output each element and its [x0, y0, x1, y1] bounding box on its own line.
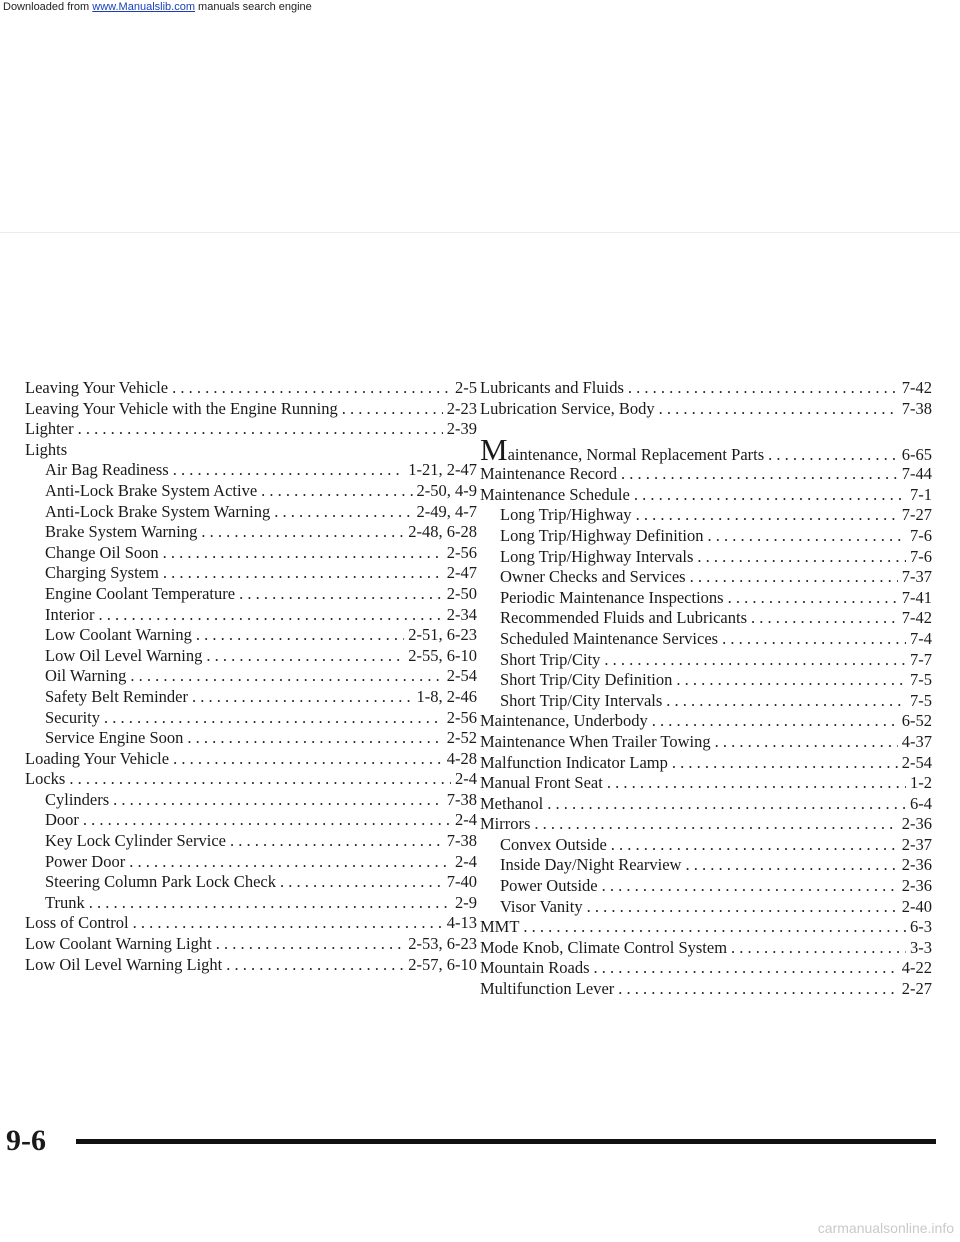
banner-suffix: manuals search engine [194, 1, 312, 13]
dot-leader [722, 629, 906, 650]
index-entry-page: 7-42 [901, 378, 932, 397]
index-entry [25, 934, 477, 955]
dot-leader [69, 769, 451, 790]
index-subentry [480, 588, 932, 609]
section-dropcap: M [480, 440, 508, 465]
index-entry-page: 2-36 [901, 855, 932, 875]
index-entry-page: 2-55, 6-10 [408, 645, 477, 665]
index-entry-label: Inside Day/Night Rearview [500, 855, 682, 875]
index-entry-page: 2-40 [901, 896, 932, 916]
index-entry [25, 749, 477, 770]
index-heading: Lights [25, 439, 68, 459]
index-entry [480, 938, 932, 959]
index-entry-label: Malfunction Indicator Lamp [480, 752, 668, 772]
dot-leader [280, 872, 443, 893]
index-entry-page: 7-1 [910, 484, 932, 504]
index-entry-label: Change Oil Soon [45, 542, 159, 562]
index-subentry [25, 852, 477, 873]
index-subentry [25, 708, 477, 729]
index-entry [480, 814, 932, 835]
index-entry [480, 440, 932, 464]
dot-leader [261, 481, 412, 502]
index-entry-label: Interior [45, 604, 95, 624]
section-gap [480, 419, 932, 440]
index-entry-page: 7-6 [910, 525, 932, 545]
index-subentry [25, 563, 477, 584]
index-entry-page: 7-7 [910, 649, 932, 669]
index-entry [25, 399, 477, 420]
dot-leader [201, 522, 404, 543]
index-subentry [25, 460, 477, 481]
index-entry-page: 2-56 [446, 542, 477, 562]
dot-leader [602, 876, 898, 897]
index-subentry [25, 872, 477, 893]
index-entry-label: Leaving Your Vehicle [25, 378, 169, 397]
dot-leader [618, 979, 897, 1000]
index-entry-page: 2-49, 4-7 [416, 501, 477, 521]
dot-leader [728, 588, 898, 609]
index-entry [480, 917, 932, 938]
index-entry-page: 7-41 [901, 587, 932, 607]
index-entry-label: Low Coolant Warning Light [25, 934, 212, 954]
index-subentry [480, 526, 932, 547]
index-entry-label: Power Outside [500, 876, 598, 896]
index-entry-label: Cylinders [45, 789, 110, 809]
index-subentry [480, 876, 932, 897]
index-entry-label: Mode Knob, Climate Control System [480, 937, 728, 957]
dot-leader [768, 443, 898, 464]
index-entry-page: 2-5 [455, 378, 477, 397]
index-entry-label: Low Oil Level Warning [45, 645, 203, 665]
dot-leader [216, 934, 405, 955]
dot-leader [594, 958, 898, 979]
dot-leader [98, 605, 442, 626]
index-entry-label: Brake System Warning [45, 522, 198, 542]
index-entry-page: 2-4 [455, 769, 477, 789]
index-entry [480, 753, 932, 774]
index-entry-label: Manual Front Seat [480, 773, 603, 793]
dot-leader [708, 526, 906, 547]
dot-leader [690, 567, 898, 588]
index-entry-label: Door [45, 810, 79, 830]
index-subentry [480, 855, 932, 876]
scan-artifact [0, 232, 960, 233]
index-entry [25, 769, 477, 790]
footer-rule [76, 1139, 936, 1144]
dot-leader [676, 670, 906, 691]
index-entry [25, 378, 477, 399]
index-entry-page: 3-3 [910, 937, 932, 957]
index-entry-page: 2-52 [446, 728, 477, 748]
dot-leader [611, 835, 898, 856]
index-entry-label: MMT [480, 917, 520, 937]
index-entry [480, 794, 932, 815]
index-entry-page: 4-37 [901, 731, 932, 751]
index-entry-page: 6-65 [901, 445, 932, 465]
index-entry-page: 2-39 [446, 419, 477, 439]
index-column-right [480, 378, 932, 1000]
index-entry-label: Power Door [45, 851, 126, 871]
index-entry-page: 2-36 [901, 876, 932, 896]
index-entry [25, 419, 477, 440]
dot-leader [173, 749, 443, 770]
dot-leader [587, 897, 898, 918]
index-entry-label: Short Trip/City Definition [500, 670, 673, 690]
index-entry-page: 2-54 [446, 666, 477, 686]
index-entry [480, 399, 932, 420]
dot-leader [634, 485, 906, 506]
index-subentry [25, 584, 477, 605]
dot-leader [130, 666, 442, 687]
banner-prefix: Downloaded from [3, 1, 93, 13]
index-entry [480, 732, 932, 753]
index-entry [480, 378, 932, 399]
index-entry-page: 2-51, 6-23 [408, 625, 477, 645]
index-entry-page: 6-3 [910, 917, 932, 937]
index-entry-page: 7-42 [901, 608, 932, 628]
index-subentry [25, 605, 477, 626]
index-subentry [480, 835, 932, 856]
index-entry-label: Maintenance, Normal Replacement Parts [480, 440, 764, 464]
index-subentry [480, 650, 932, 671]
index-entry-label: Long Trip/Highway [500, 505, 632, 525]
index-entry-label: Lighter [25, 419, 74, 439]
index-entry-label: Air Bag Readiness [45, 460, 169, 480]
index-entry-label: Convex Outside [500, 834, 607, 854]
index-entry-label: Engine Coolant Temperature [45, 583, 236, 603]
index-entry-page: 4-22 [901, 958, 932, 978]
dot-leader [196, 625, 404, 646]
dot-leader [621, 464, 898, 485]
index-entry-label: Maintenance, Underbody [480, 711, 648, 731]
page-number: 9-6 [6, 1124, 46, 1157]
index-entry-page: 1-8, 2-46 [416, 686, 477, 706]
index-entry-label: Loading Your Vehicle [25, 748, 170, 768]
dot-leader [751, 608, 898, 629]
download-banner [0, 0, 960, 20]
index-entry-page: 2-56 [446, 707, 477, 727]
index-subentry [480, 629, 932, 650]
index-entry [25, 913, 477, 934]
index-entry-label: Anti-Lock Brake System Warning [45, 501, 271, 521]
dot-leader [672, 753, 898, 774]
index-entry-page: 7-38 [446, 831, 477, 851]
index-entry [480, 711, 932, 732]
index-entry [480, 464, 932, 485]
dot-leader [715, 732, 898, 753]
index-entry-label: Owner Checks and Services [500, 567, 686, 587]
dot-leader [206, 646, 404, 667]
index-entry-page: 6-52 [901, 711, 932, 731]
index-entry-page: 7-44 [901, 464, 932, 484]
index-entry [480, 485, 932, 506]
index-entry-label: Multifunction Lever [480, 979, 615, 999]
index-subentry [480, 897, 932, 918]
index-entry-page: 2-23 [446, 398, 477, 418]
dot-leader [173, 460, 405, 481]
index-entry-page: 2-9 [455, 892, 477, 912]
index-entry-page: 7-5 [910, 670, 932, 690]
index-entry-page: 2-50 [446, 583, 477, 603]
index-entry-label: Short Trip/City Intervals [500, 690, 663, 710]
index-entry-label: Maintenance Record [480, 464, 617, 484]
index-entry-label: Low Coolant Warning [45, 625, 192, 645]
dot-leader [163, 563, 443, 584]
index-subentry [25, 625, 477, 646]
dot-leader [78, 419, 443, 440]
index-entry-label: Maintenance When Trailer Towing [480, 731, 711, 751]
index-entry-label: Locks [25, 769, 66, 789]
index-entry-page: 7-5 [910, 690, 932, 710]
index-entry-page: 2-36 [901, 814, 932, 834]
dot-leader [89, 893, 451, 914]
index-entry-page: 1-2 [910, 773, 932, 793]
dot-leader [274, 502, 412, 523]
index-subentry [480, 670, 932, 691]
index-entry-label: Safety Belt Reminder [45, 686, 188, 706]
dot-leader [239, 584, 443, 605]
dot-leader [697, 547, 906, 568]
index-subentry [25, 522, 477, 543]
dot-leader [628, 378, 898, 399]
dot-leader [652, 711, 898, 732]
dot-leader [342, 399, 443, 420]
index-entry-label: Key Lock Cylinder Service [45, 831, 226, 851]
index-entry-label: Low Oil Level Warning Light [25, 954, 223, 974]
index-subentry [25, 810, 477, 831]
dot-leader [666, 691, 906, 712]
index-entry-page: 2-4 [455, 810, 477, 830]
index-entry-page: 7-4 [910, 628, 932, 648]
index-entry-page: 7-38 [446, 789, 477, 809]
dot-leader [523, 917, 906, 938]
dot-leader [685, 855, 897, 876]
index-entry-label: Maintenance Schedule [480, 484, 630, 504]
index-entry-page: 2-27 [901, 979, 932, 999]
dot-leader [607, 773, 906, 794]
index-entry-label: Security [45, 707, 100, 727]
index-entry-page: 6-4 [910, 793, 932, 813]
index-entry-label: Long Trip/Highway Intervals [500, 546, 694, 566]
dot-leader [731, 938, 906, 959]
index-subentry [25, 893, 477, 914]
dot-leader [133, 913, 443, 934]
dot-leader [187, 728, 442, 749]
dot-leader [534, 814, 897, 835]
index-entry-label: Scheduled Maintenance Services [500, 628, 719, 648]
index-entry-page: 7-6 [910, 546, 932, 566]
index-subentry [25, 687, 477, 708]
index-entry [480, 979, 932, 1000]
index-entry-page: 7-40 [446, 872, 477, 892]
index-entry-label: Periodic Maintenance Inspections [500, 587, 724, 607]
index-entry-page: 7-27 [901, 505, 932, 525]
index-entry-page: 4-28 [446, 748, 477, 768]
index-entry-page: 2-57, 6-10 [408, 954, 477, 974]
dot-leader [192, 687, 413, 708]
index-entry-page: 2-34 [446, 604, 477, 624]
index-entry [25, 955, 477, 976]
manualslib-link[interactable]: www.Manualslib.com [92, 1, 195, 13]
index-subentry [25, 502, 477, 523]
index-entry-page: 4-13 [446, 913, 477, 933]
index-entry-label: Leaving Your Vehicle with the Engine Running [25, 398, 338, 418]
index-entry-label: Mirrors [480, 814, 531, 834]
index-entry-page: 7-38 [901, 398, 932, 418]
watermark: carmanualsonline.info [817, 1220, 954, 1236]
index-entry-label: Methanol [480, 793, 544, 813]
index-subentry [25, 831, 477, 852]
index-entry-label: Mountain Roads [480, 958, 590, 978]
index-subentry [25, 790, 477, 811]
index-entry-label: Long Trip/Highway Definition [500, 525, 704, 545]
index-subentry [25, 666, 477, 687]
index-entry-page: 7-37 [901, 567, 932, 587]
dot-leader [636, 505, 898, 526]
index-entry-label: Steering Column Park Lock Check [45, 872, 276, 892]
index-entry-page: 2-48, 6-28 [408, 522, 477, 542]
index-entry-page: 2-47 [446, 563, 477, 583]
index-entry [480, 958, 932, 979]
index-entry-label: Loss of Control [25, 913, 129, 933]
dot-leader [129, 852, 451, 873]
index-entry-label: Anti-Lock Brake System Active [45, 480, 258, 500]
dot-leader [83, 810, 451, 831]
dot-leader [104, 708, 443, 729]
index-entry-page: 2-50, 4-9 [416, 480, 477, 500]
index-entry-page: 2-53, 6-23 [408, 934, 477, 954]
dot-leader [113, 790, 443, 811]
index-entry-page: 2-4 [455, 851, 477, 871]
index-entry [480, 773, 932, 794]
index-entry-label: Oil Warning [45, 666, 127, 686]
index-subentry [25, 728, 477, 749]
index-entry-page: 1-21, 2-47 [408, 460, 477, 480]
index-entry-page: 2-37 [901, 834, 932, 854]
index-subentry [25, 481, 477, 502]
dot-leader [604, 650, 906, 671]
index-entry-label: Service Engine Soon [45, 728, 184, 748]
index-subentry [480, 547, 932, 568]
index-subentry [480, 608, 932, 629]
index-subentry [480, 691, 932, 712]
index-entry-label: Charging System [45, 563, 159, 583]
index-entry-label: Lubrication Service, Body [480, 398, 655, 418]
index-subentry [480, 505, 932, 526]
index-entry-label: Trunk [45, 892, 85, 912]
dot-leader [230, 831, 443, 852]
dot-leader [547, 794, 906, 815]
index-column-left [25, 378, 477, 975]
index-entry-label: Visor Vanity [500, 896, 583, 916]
index-entry-page: 2-54 [901, 752, 932, 772]
index-entry-label: Lubricants and Fluids [480, 378, 624, 397]
index-entry-label: Short Trip/City [500, 649, 601, 669]
dot-leader [163, 543, 443, 564]
index-subentry [25, 646, 477, 667]
dot-leader [659, 399, 898, 420]
index-subentry [480, 567, 932, 588]
index-subentry [25, 543, 477, 564]
dot-leader [226, 955, 404, 976]
dot-leader [172, 378, 451, 399]
index-entry-label: Recommended Fluids and Lubricants [500, 608, 747, 628]
